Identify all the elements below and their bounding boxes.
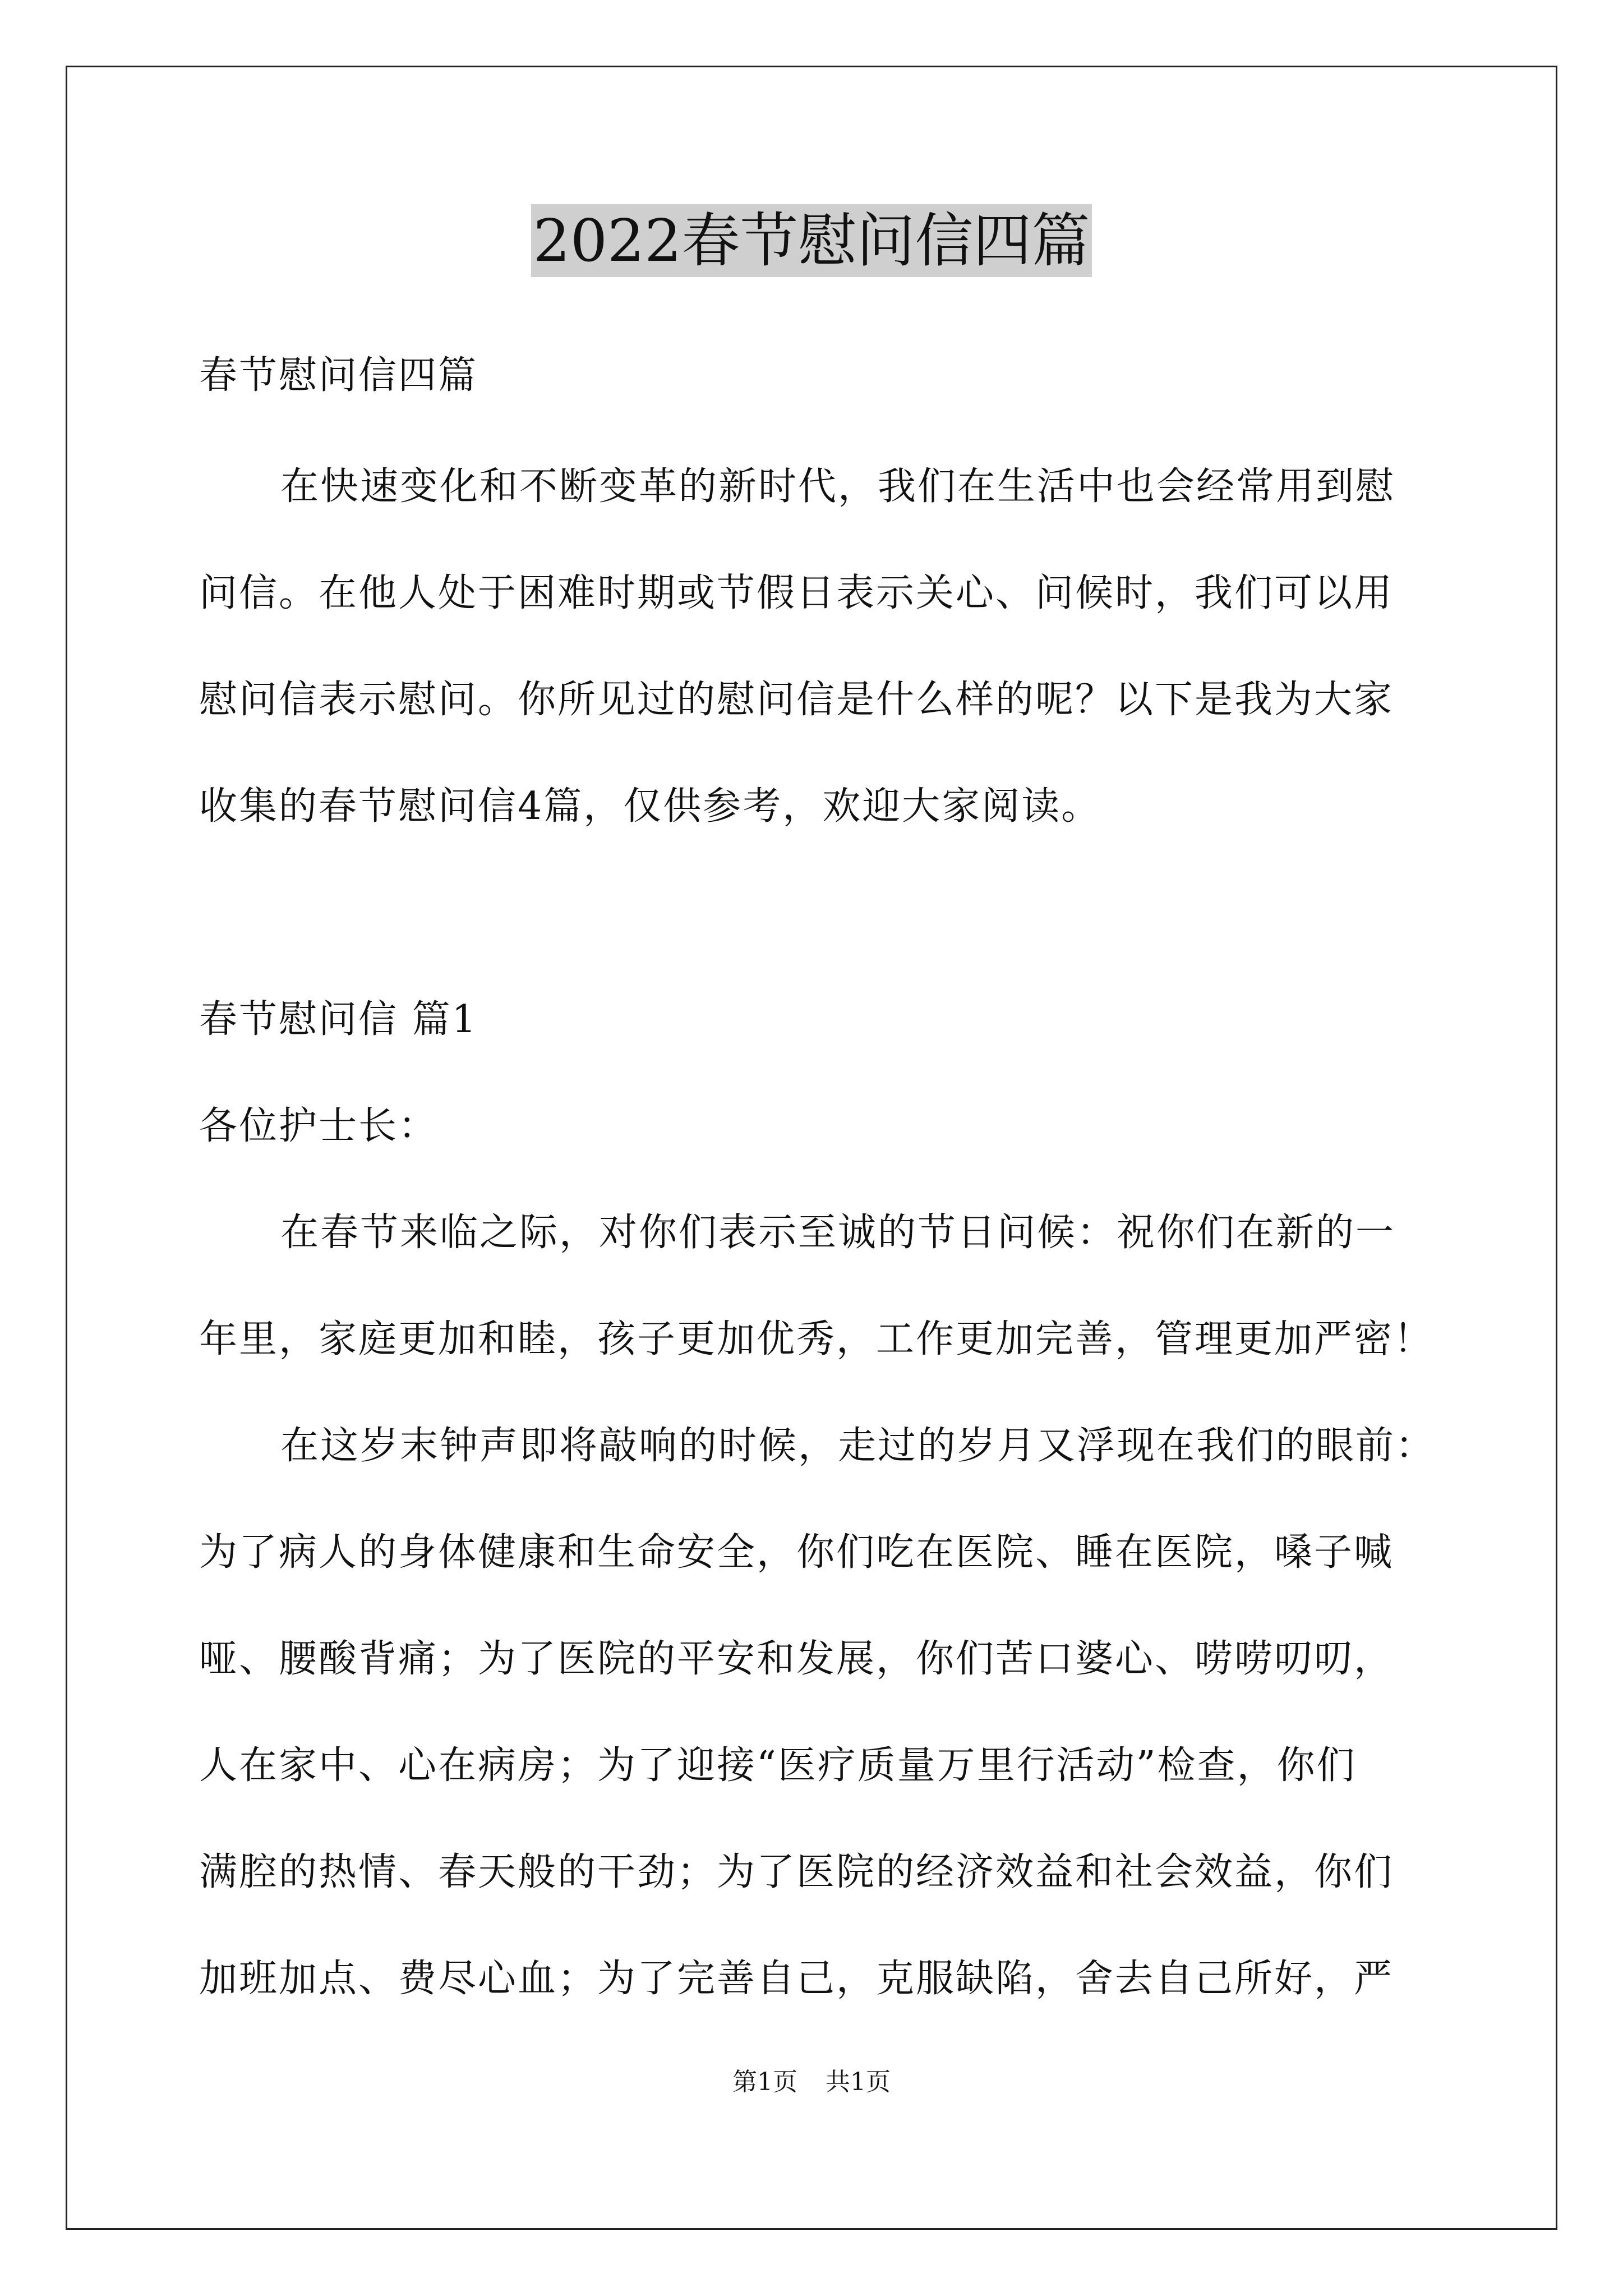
intro-line-2: 问信。在他人处于困难时期或节假日表示关心、问候时，我们可以用	[199, 571, 1394, 615]
salutation: 各位护士长：	[199, 1104, 439, 1148]
page-total: 共1页	[826, 2068, 891, 2096]
page-number: 第1页	[732, 2068, 797, 2096]
intro-line-4: 收集的春节慰问信4篇，仅供参考，欢迎大家阅读。	[199, 784, 1101, 829]
document-title: 2022春节慰问信四篇	[531, 204, 1092, 277]
document-subtitle: 春节慰问信四篇	[199, 353, 478, 398]
paragraph2-line-6: 加班加点、费尽心血；为了完善自己，克服缺陷，舍去自己所好，严	[199, 1957, 1394, 2001]
paragraph1-line-2: 年里，家庭更加和睦，孩子更加优秀，工作更加完善，管理更加严密！	[199, 1317, 1434, 1361]
intro-line-1: 在快速变化和不断变革的新时代，我们在生活中也会经常用到慰	[280, 464, 1396, 509]
paragraph2-line-4: 人在家中、心在病房；为了迎接“医疗质量万里行活动”检查，你们	[199, 1743, 1357, 1788]
title-container	[0, 204, 1623, 277]
section-heading: 春节慰问信 篇1	[199, 997, 478, 1042]
page-footer	[0, 2065, 1623, 2099]
paragraph1-line-1: 在春节来临之际，对你们表示至诚的节日问候：祝你们在新的一	[280, 1211, 1396, 1255]
paragraph2-line-2: 为了病人的身体健康和生命安全，你们吃在医院、睡在医院，嗓子喊	[199, 1530, 1394, 1575]
paragraph2-line-1: 在这岁末钟声即将敲响的时候，走过的岁月又浮现在我们的眼前：	[280, 1424, 1436, 1468]
intro-line-3: 慰问信表示慰问。你所见过的慰问信是什么样的呢？以下是我为大家	[199, 678, 1394, 722]
paragraph2-line-3: 哑、腰酸背痛；为了医院的平安和发展，你们苦口婆心、唠唠叨叨，	[199, 1637, 1394, 1681]
paragraph2-line-5: 满腔的热情、春天般的干劲；为了医院的经济效益和社会效益，你们	[199, 1850, 1394, 1894]
